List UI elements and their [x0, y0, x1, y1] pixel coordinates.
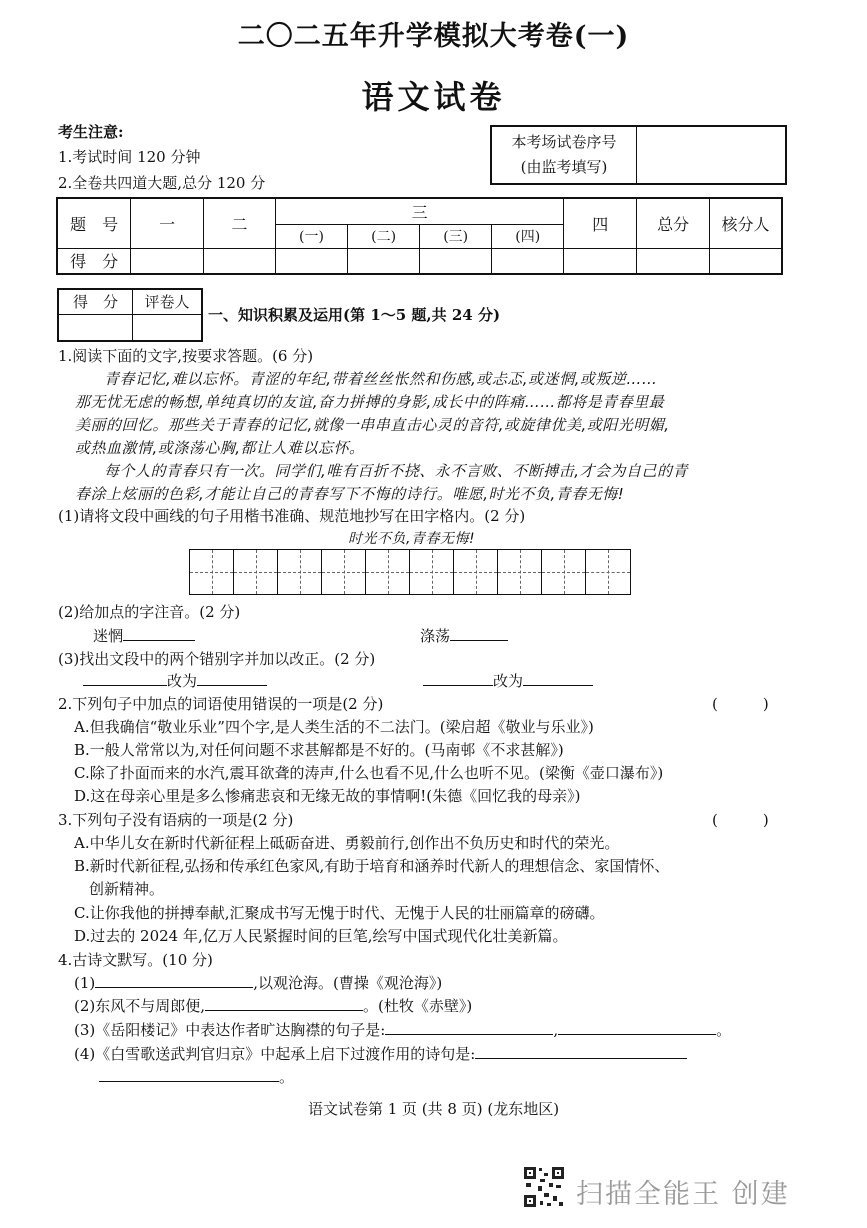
q4-line1-suffix: ,以观沧海。(曹操《观沧海》)	[253, 974, 443, 992]
q1-passage-line: 青春记忆,难以忘怀。青涩的年纪,带着丝丝怅然和伤感,或忐忑,或迷惘,或叛逆……	[104, 370, 658, 388]
q3-stem: 3.下列句子没有语病的一项是(2 分)	[58, 811, 294, 829]
seat-number-box	[490, 125, 787, 185]
grader-label: 评卷人	[133, 289, 203, 314]
q1-passage-line: 美丽的回忆。那些关于青春的记忆,就像一串串直击心灵的音符,或旋律优美,或阳光明媚,	[75, 416, 670, 434]
score-col-1: 一	[131, 198, 204, 248]
q1-fix-2: 改为	[493, 672, 524, 690]
score-cell[interactable]	[637, 248, 710, 274]
q4-line2-suffix: 。(杜牧《赤壁》)	[363, 997, 473, 1015]
q1-fix-1: 改为	[167, 672, 198, 690]
watermark: 扫描全能王 创建	[576, 1179, 790, 1210]
q4-stem: 4.古诗文默写。(10 分)	[58, 951, 213, 969]
recite-blank-3b[interactable]	[558, 1034, 716, 1035]
score-cell[interactable]	[131, 248, 204, 274]
q3-option-a: A.中华儿女在新时代新征程上砥砺奋进、勇毅前行,创作出不负历史和时代的荣光。	[74, 834, 620, 852]
typo-blank-2[interactable]	[423, 685, 493, 686]
q4-line1-prefix: (1)	[74, 974, 96, 992]
recite-blank-1[interactable]	[95, 987, 253, 988]
score-col-4: 四	[564, 198, 637, 248]
score-col-checker: 核分人	[710, 198, 782, 248]
q3-option-b: B.新时代新征程,弘扬和传承红色家风,有助于培育和涵养时代新人的理想信念、家国情怀、	[74, 857, 670, 875]
typo-blank-1[interactable]	[83, 685, 167, 686]
page-footer: 语文试卷第 1 页 (共 8 页) (龙东地区)	[307, 1100, 560, 1118]
q1-passage-line: 那无忧无虑的畅想,单纯真切的友谊,奋力拼搏的身影,成长中的阵痛……都将是青春里最	[75, 393, 665, 411]
score-cell[interactable]	[204, 248, 276, 274]
score-cell[interactable]	[564, 248, 637, 274]
q1-passage-line: 每个人的青春只有一次。同学们,唯有百折不挠、永不言败、不断搏击,才会为自己的青	[104, 462, 689, 480]
q2-option-b: B.一般人常常以为,对任何问题不求甚解都是不好的。(马南邨《不求甚解》)	[74, 741, 564, 759]
q1-word-2: 涤荡	[420, 627, 451, 645]
grader-score-cell[interactable]	[58, 314, 133, 341]
correction-blank-1[interactable]	[197, 685, 267, 686]
q3-option-b-cont: 创新精神。	[89, 880, 165, 898]
score-row-label-score: 得 分	[57, 248, 131, 274]
q1-sub2: (2)给加点的字注音。(2 分)	[58, 603, 241, 621]
q1-passage-line: 春涂上炫丽的色彩,才能让自己的青春写下不悔的诗行。唯愿,时光不负,青春无悔!	[75, 485, 625, 503]
exam-title: 二〇二五年升学模拟大考卷(一)	[237, 21, 630, 52]
tianzige-grid[interactable]	[189, 549, 631, 595]
q1-sub3: (3)找出文段中的两个错别字并加以改正。(2 分)	[58, 650, 376, 668]
score-sub-4: (四)	[492, 224, 564, 248]
score-cell[interactable]	[348, 248, 420, 274]
qr-code-icon	[522, 1165, 566, 1209]
q4-line3-comma: ,	[553, 1021, 559, 1039]
score-sub-3: (三)	[420, 224, 492, 248]
score-table	[56, 197, 783, 275]
recite-blank-4b[interactable]	[99, 1081, 279, 1082]
q1-passage-line: 或热血激情,或涤荡心胸,都让人难以忘怀。	[75, 439, 365, 457]
score-cell[interactable]	[710, 248, 782, 274]
recite-blank-2[interactable]	[205, 1010, 363, 1011]
grader-name-cell[interactable]	[133, 314, 203, 341]
score-sub-1: (一)	[275, 224, 347, 248]
q2-option-c: C.除了扑面而来的水汽,震耳欲聋的涛声,什么也看不见,什么也听不见。(梁衡《壶口瀑布》)	[74, 764, 664, 782]
notice-heading: 考生注意:	[58, 123, 124, 141]
q4-line2-prefix: (2)东风不与周郎便,	[74, 997, 206, 1015]
q2-stem: 2.下列句子中加点的词语使用错误的一项是(2 分)	[58, 695, 384, 713]
seat-label-line2: (由监考填写)	[520, 158, 608, 176]
q4-line4-end: 。	[279, 1068, 295, 1086]
recite-blank-3a[interactable]	[385, 1034, 553, 1035]
q3-answer-paren[interactable]: ( )	[712, 811, 769, 829]
score-col-2: 二	[204, 198, 276, 248]
q2-answer-paren[interactable]: ( )	[712, 695, 769, 713]
pinyin-blank-1[interactable]	[123, 640, 195, 641]
score-cell[interactable]	[492, 248, 564, 274]
notice-item-1: 1.考试时间 120 分钟	[58, 148, 201, 166]
score-row-label-question: 题 号	[57, 198, 131, 248]
score-col-total: 总分	[637, 198, 710, 248]
score-cell[interactable]	[275, 248, 347, 274]
grader-score-label: 得 分	[58, 289, 133, 314]
pinyin-blank-2[interactable]	[450, 640, 508, 641]
seat-label-line1: 本考场试卷序号	[511, 133, 617, 151]
q4-line3-end: 。	[716, 1021, 732, 1039]
q3-option-d: D.过去的 2024 年,亿万人民紧握时间的巨笔,绘写中国式现代化壮美新篇。	[74, 927, 568, 945]
score-col-3: 三	[275, 198, 563, 224]
score-sub-2: (二)	[348, 224, 420, 248]
correction-blank-2[interactable]	[523, 685, 593, 686]
q1-copy-text: 时光不负,青春无悔!	[348, 531, 476, 547]
q4-line3-prefix: (3)《岳阳楼记》中表达作者旷达胸襟的句子是:	[74, 1021, 386, 1039]
q1-stem: 1.阅读下面的文字,按要求答题。(6 分)	[58, 347, 314, 365]
q2-option-a: A.但我确信“敬业乐业”四个字,是人类生活的不二法门。(梁启超《敬业与乐业》)	[74, 718, 594, 736]
recite-blank-4a[interactable]	[475, 1058, 687, 1059]
notice-item-2: 2.全卷共四道大题,总分 120 分	[58, 174, 266, 192]
q4-line4-prefix: (4)《白雪歌送武判官归京》中起承上启下过渡作用的诗句是:	[74, 1045, 476, 1063]
score-cell[interactable]	[420, 248, 492, 274]
q2-option-d: D.这在母亲心里是多么惨痛悲哀和无缘无故的事情啊!(朱德《回忆我的母亲》)	[74, 787, 581, 805]
q3-option-c: C.让你我他的拼搏奉献,汇聚成书写无愧于时代、无愧于人民的壮丽篇章的磅礴。	[74, 904, 605, 922]
section-1-title: 一、知识积累及运用(第 1～5 题,共 24 分)	[208, 306, 501, 324]
q1-word-1: 迷惘	[93, 627, 124, 645]
subject-title: 语文试卷	[361, 78, 506, 116]
grader-box	[57, 288, 203, 342]
q1-sub1: (1)请将文段中画线的句子用楷书准确、规范地抄写在田字格内。(2 分)	[58, 507, 526, 525]
